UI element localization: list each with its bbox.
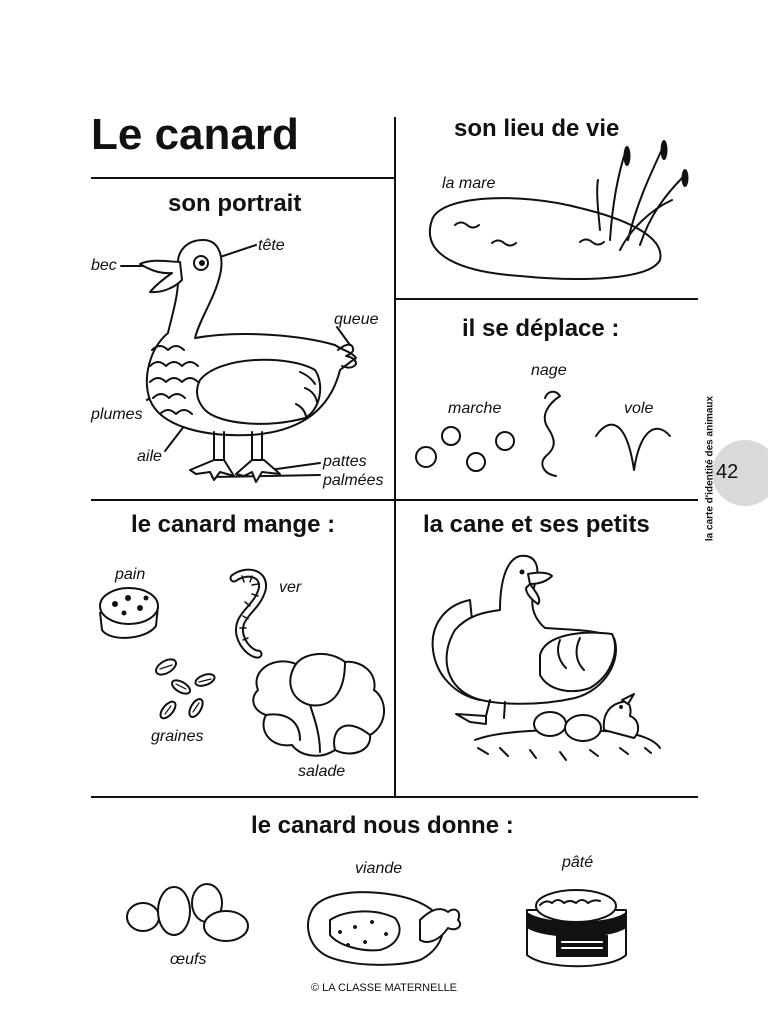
copyright: © LA CLASSE MATERNELLE — [310, 982, 458, 994]
label-plumes: plumes — [91, 406, 143, 423]
page-title: Le canard — [91, 110, 299, 159]
label-graines: graines — [151, 728, 204, 745]
label-ver: ver — [279, 579, 302, 596]
label-tete: tête — [258, 237, 285, 254]
heading-movement: il se déplace : — [462, 315, 620, 342]
heading-habitat: son lieu de vie — [454, 115, 620, 142]
label-oeufs: œufs — [170, 951, 207, 968]
label-pain: pain — [115, 566, 146, 583]
heading-food: le canard mange : — [131, 511, 336, 538]
label-queue: queue — [334, 311, 379, 328]
heading-portrait: son portrait — [168, 190, 302, 217]
label-palmees: palmées — [323, 472, 384, 489]
label-nage: nage — [531, 362, 567, 379]
vertical-series-title: la carte d'identité des animaux — [704, 395, 716, 542]
label-salade: salade — [298, 763, 346, 780]
heading-gives: le canard nous donne : — [251, 812, 514, 839]
page-number: 42 — [716, 461, 739, 483]
label-aile: aile — [137, 448, 162, 465]
tin-text: TÊ — [530, 934, 546, 948]
heading-family: la cane et ses petits — [423, 511, 650, 538]
label-bec: bec — [91, 257, 117, 274]
label-viande: viande — [355, 860, 403, 877]
label-vole: vole — [624, 400, 654, 417]
label-marche: marche — [448, 400, 502, 417]
label-pate: pâté — [562, 854, 594, 871]
label-pattes: pattes — [323, 453, 367, 470]
label-la-mare: la mare — [442, 175, 496, 192]
